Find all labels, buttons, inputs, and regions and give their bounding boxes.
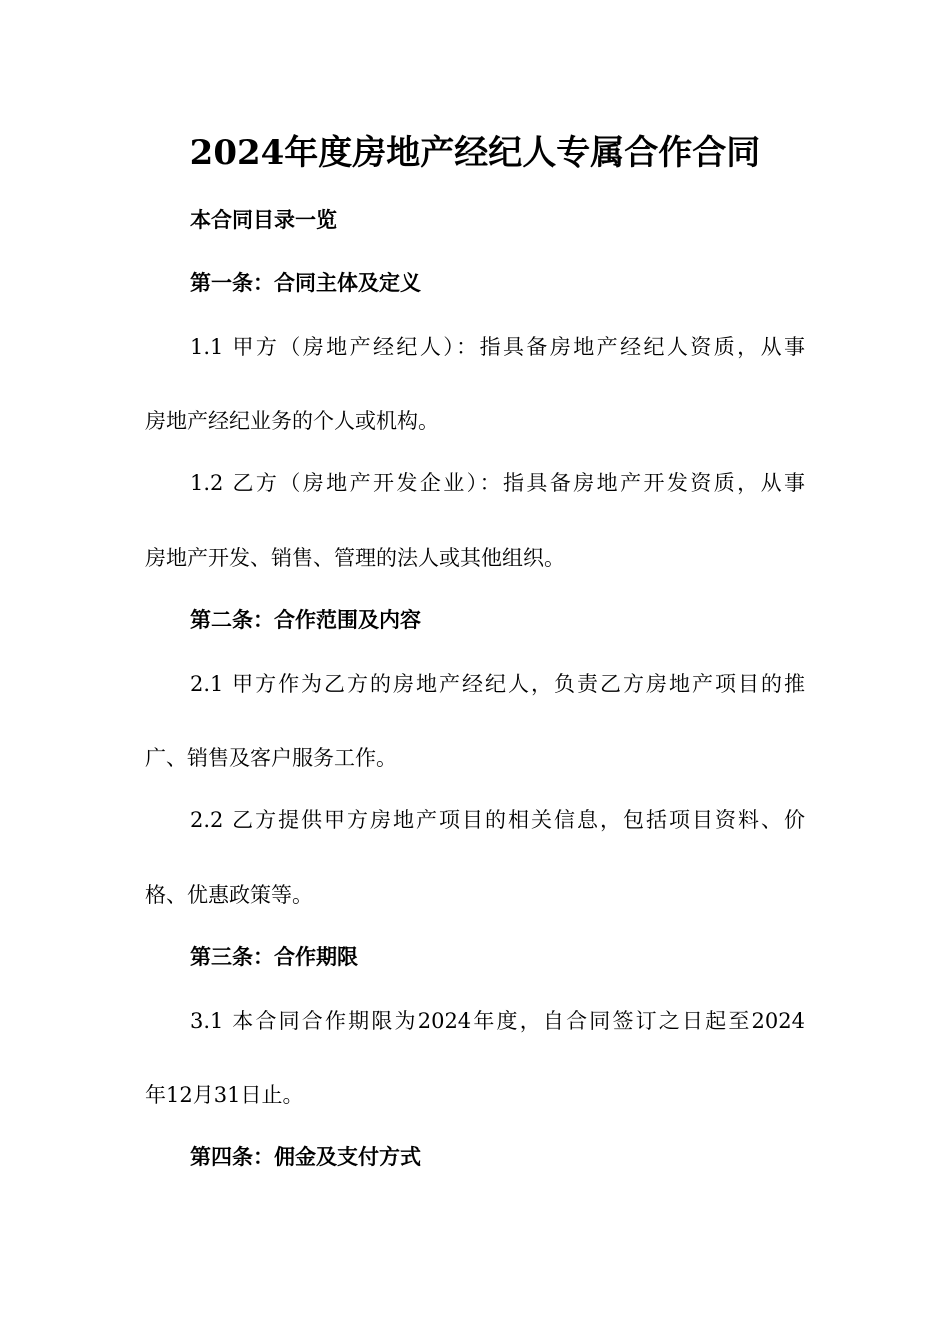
clause-line: 广、销售及客户服务工作。 [145, 746, 397, 770]
document-title: 2024年度房地产经纪人专属合作合同 [189, 133, 761, 173]
clause-line: 1.1 甲方（房地产经纪人）：指具备房地产经纪人资质，从事 [190, 335, 805, 359]
article-heading: 第二条：合作范围及内容 [190, 607, 421, 632]
article-heading: 第一条：合同主体及定义 [190, 270, 421, 295]
clause-line: 1.2 乙方（房地产开发企业）：指具备房地产开发资质，从事 [190, 471, 805, 495]
clause-line: 房地产开发、销售、管理的法人或其他组织。 [145, 546, 565, 570]
toc-heading: 本合同目录一览 [190, 207, 337, 232]
clause-line: 2.1 甲方作为乙方的房地产经纪人，负责乙方房地产项目的推 [190, 672, 805, 696]
article-heading: 第三条：合作期限 [190, 944, 358, 969]
clause-line: 格、优惠政策等。 [145, 883, 313, 907]
clause-line: 房地产经纪业务的个人或机构。 [145, 409, 439, 433]
article-heading: 第四条：佣金及支付方式 [190, 1144, 421, 1169]
clause-line: 3.1 本合同合作期限为2024年度，自合同签订之日起至2024 [190, 1009, 805, 1033]
clause-line: 年12月31日止。 [145, 1083, 304, 1107]
clause-line: 2.2 乙方提供甲方房地产项目的相关信息，包括项目资料、价 [190, 808, 805, 832]
